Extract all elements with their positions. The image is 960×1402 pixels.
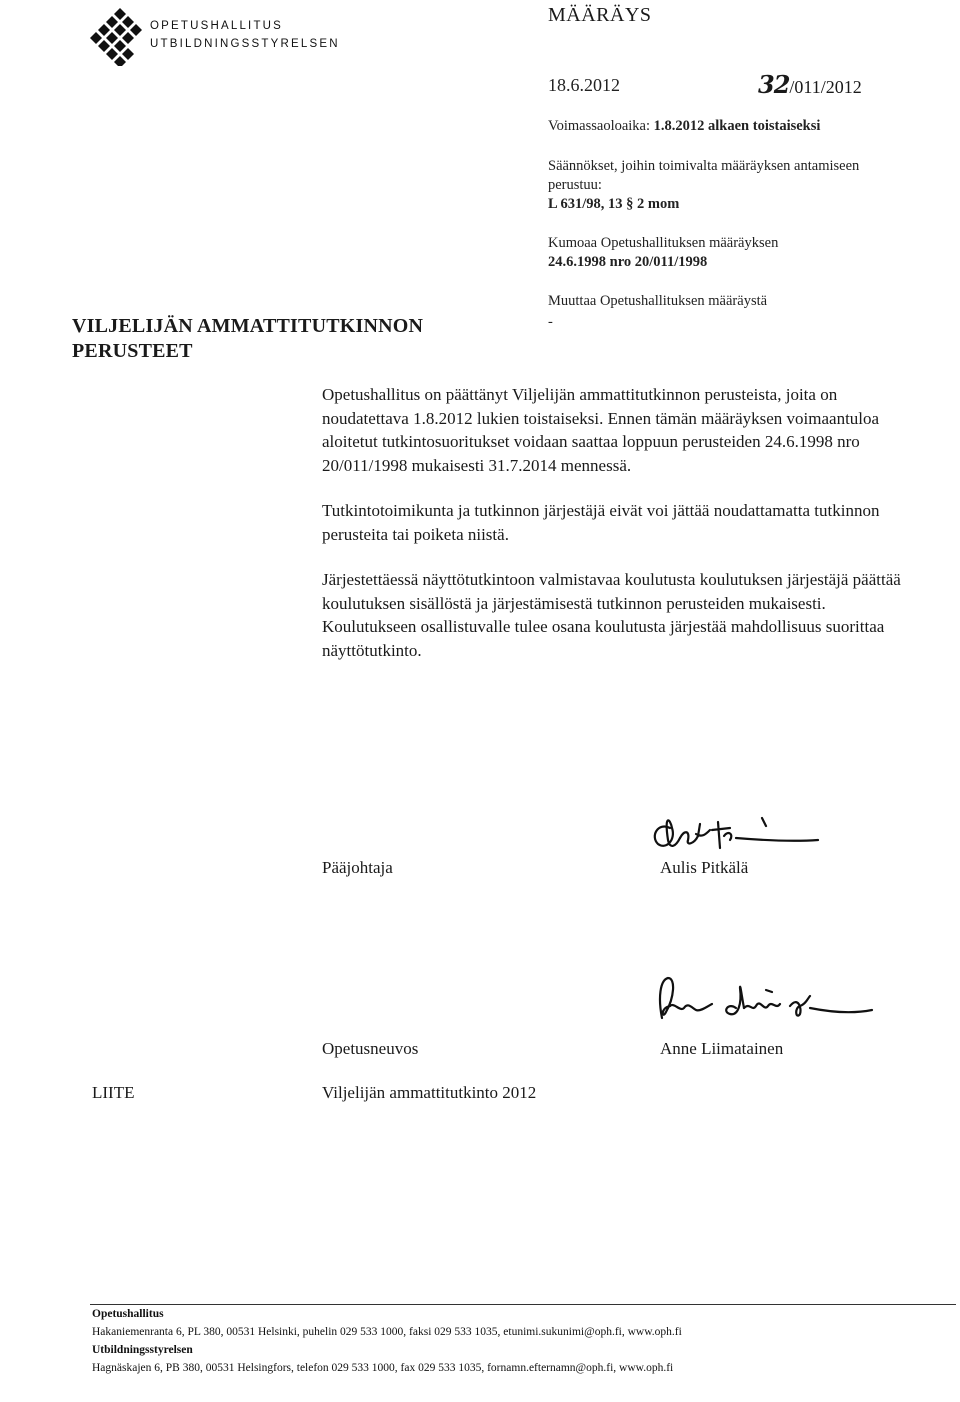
validity (548, 118, 820, 135)
signature-2-name: Anne Liimatainen (660, 1039, 784, 1058)
amends-value: - (548, 314, 553, 330)
diamond-grid-logo-icon (88, 6, 168, 66)
document-title-line-1: VILJELIJÄN AMMATTITUTKINNON (72, 315, 424, 337)
document-number (758, 70, 862, 99)
org-name-fi: OPETUSHALLITUS (150, 20, 284, 32)
document-number-suffix: /011/2012 (789, 77, 862, 97)
body-paragraph-3: Järjestettäessä näyttötutkintoon valmistavaa koulutusta koulutuksen järjestäjä päättää koulutuksen sisällöstä ja järjestämisestä tutkinnon perusteiden mukaisesti. Koulutukseen osallistuvalle tulee osana koulutusta järjestää mahdollisuus suorittaa näyttötutkinto. (322, 570, 901, 660)
footer-address-sv: Hagnäskajen 6, PB 380, 00531 Helsingfors, telefon 029 533 1000, fax 029 533 1035, fornamn.efternamn@oph.fi, www.oph.fi (92, 1362, 674, 1374)
signature-1-name: Aulis Pitkälä (660, 858, 749, 877)
basis-value: L 631/98, 13 § 2 mom (548, 196, 680, 212)
document-title-line-2: PERUSTEET (72, 340, 193, 362)
footer-address-fi: Hakaniemenranta 6, PL 380, 00531 Helsinki, puhelin 029 533 1000, faksi 029 533 1035, etunimi.sukunimi@oph.fi, www.oph.fi (92, 1326, 682, 1338)
appendix-value: Viljelijän ammattitutkinto 2012 (322, 1083, 537, 1102)
document-number-handwritten: 32 (758, 70, 790, 99)
validity-label: Voimassaoloaika: (548, 118, 651, 134)
signature-aulis-pitkala (640, 800, 840, 860)
appendix-label: LIITE (92, 1083, 135, 1102)
body-paragraph-1: Opetushallitus on päättänyt Viljelijän ammattitutkinnon perusteista, joita on noudatettava 1.8.2012 lukien toistaiseksi. Ennen tämän määräyksen voimaantuloa aloitetut tutkintosuoritukset voidaan saattaa loppuun perusteiden 24.6.1998 nro 20/011/1998 mukaisesti 31.7.2014 mennessä. (322, 385, 880, 475)
document-type: MÄÄRÄYS (548, 4, 652, 26)
footer-divider (90, 1304, 956, 1305)
signature-1-role: Pääjohtaja (322, 858, 393, 877)
body-paragraph-2: Tutkintotoimikunta ja tutkinnon järjestäjä eivät voi jättää noudattamatta tutkinnon perusteita tai poiketa niistä. (322, 501, 880, 544)
repeals-label: Kumoaa Opetushallituksen määräyksen (548, 235, 779, 251)
footer-org-sv: Utbildningsstyrelsen (92, 1344, 193, 1356)
org-name-sv: UTBILDNINGSSTYRELSEN (150, 38, 340, 50)
signature-2-role: Opetusneuvos (322, 1039, 419, 1058)
signature-anne-liimatainen (640, 968, 880, 1034)
footer-org-fi: Opetushallitus (92, 1308, 164, 1320)
validity-value: 1.8.2012 alkaen toistaiseksi (653, 118, 821, 134)
basis-label-line-2: perustuu: (548, 177, 602, 193)
document-title (72, 314, 423, 364)
basis-label-line-1: Säännökset, joihin toimivalta määräyksen antamiseen (548, 158, 860, 174)
repeals-value: 24.6.1998 nro 20/011/1998 (548, 254, 708, 270)
document-date: 18.6.2012 (548, 75, 620, 95)
amends-label: Muuttaa Opetushallituksen määräystä (548, 293, 768, 309)
